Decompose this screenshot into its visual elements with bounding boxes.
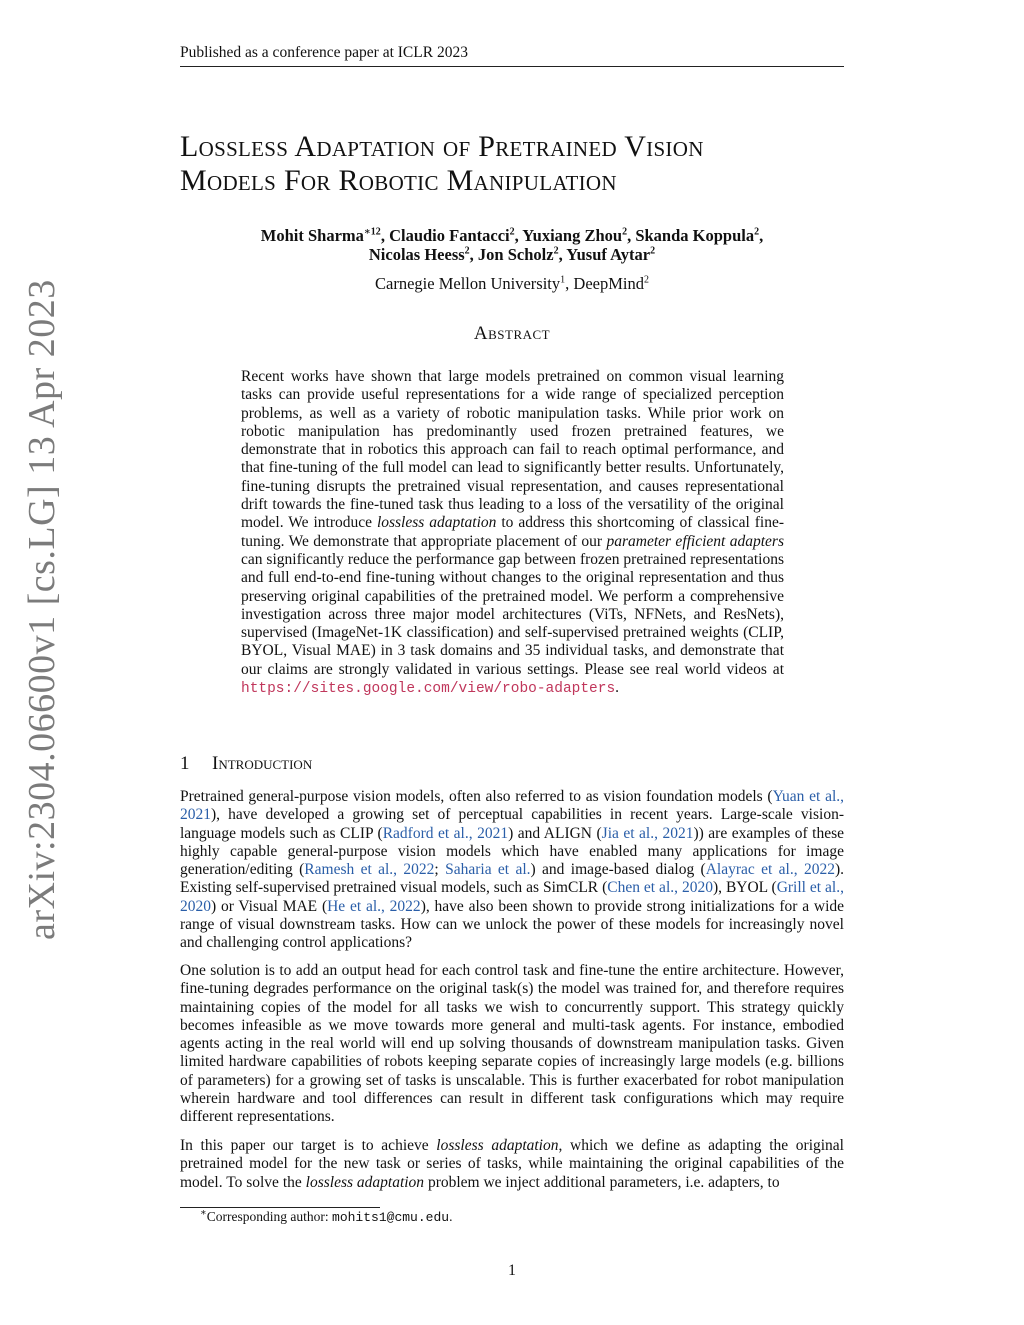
section-title: Introduction xyxy=(212,753,313,774)
author-superscript: ∗12 xyxy=(363,226,381,238)
abstract-heading: Abstract xyxy=(473,323,551,344)
project-url-link[interactable]: https://sites.google.com/view/robo-adapters xyxy=(241,681,616,698)
author-name: Claudio Fantacci xyxy=(389,226,510,245)
citation-link[interactable]: Radford et al., 2021 xyxy=(382,824,509,842)
section-heading xyxy=(180,753,312,775)
author-name: Jon Scholz xyxy=(477,245,554,264)
paper-title xyxy=(180,130,844,198)
title-line-1: Lossless Adaptation of Pretrained Vision xyxy=(180,130,704,163)
citation-link[interactable]: Alayrac et al., 2022 xyxy=(705,861,835,879)
intro-paragraph-1: Pretrained general-purpose vision models, often also referred to as vision foundation models (Yuan et al., 2021), have developed a growing set of perceptual capabilities in recent years. Large-scale vision-language models such as CLIP (Radford et al., 2021) and ALIGN (Jia et al., 2021)) are examples of these highly capable general-purpose vision models which have enabled many applications for image generation/editing (Ramesh et al., 2022; Saharia et al.) and image-based dialog (Alayrac et al., 2022). Existing self-supervised pretrained visual models, such as SimCLR (Chen et al., 2020), BYOL (Grill et al., 2020) or Visual MAE (He et al., 2022), have also been shown to provide strong initializations for a wide range of visual downstream tasks. How can we unlock the power of these models for increasingly novel and challenging control applications? xyxy=(180,788,845,952)
citation-link[interactable]: Grill et al., 2020 xyxy=(180,879,844,915)
arxiv-identifier[interactable]: arXiv:2304.06600v1 [cs.LG] 13 Apr 2023 xyxy=(21,279,63,940)
citation-link[interactable]: Saharia et al. xyxy=(445,861,531,879)
footnote-rule xyxy=(180,1207,380,1208)
section-number: 1 xyxy=(180,753,190,774)
author-name: Nicolas Heess xyxy=(368,245,465,264)
citation-link[interactable]: Ramesh et al., 2022 xyxy=(304,861,435,879)
citation-link[interactable]: Chen et al., 2020 xyxy=(607,879,713,897)
author-name: Yuxiang Zhou xyxy=(522,226,623,245)
title-line-2: Models For Robotic Manipulation xyxy=(180,164,617,197)
author-name: Yusuf Aytar xyxy=(566,245,651,264)
intro-paragraph-2: One solution is to add an output head for each control task and fine-tune the entire architecture. However, fine-tuning degrades performance on the original task(s) the model was trained for, and therefore requires maintaining copies of the model for all tasks we wish to concurrently support. This strategy quickly becomes infeasible as we move towards more general and multi-task agents. For instance, embodied agents acting in the real world will end up solving thousands of downstream manipulation tasks. Given limited hardware capabilities of robots keeping separate copies of increasingly large models (e.g. billions of parameters) for a growing set of tasks is unscalable. This is further exacerbated for robot manipulation wherein hardware and tool differences can result in different task configurations which may require different representations. xyxy=(180,962,844,1126)
running-header: Published as a conference paper at ICLR 2023 xyxy=(180,44,844,67)
email-link[interactable]: mohits1@cmu.edu xyxy=(332,1210,450,1225)
intro-paragraph-3: In this paper our target is to achieve lossless adaptation, which we define as adapting the original pretrained model for the new task or series of tasks, while maintaining the original capabilities of the model. To solve the lossless adaptation problem we inject additional parameters, i.e. adapters, to xyxy=(180,1137,844,1191)
citation-link[interactable]: Jia et al., 2021 xyxy=(601,824,694,842)
author-list: Mohit Sharma$^{∗12}$, Claudio Fantacci$^2$, Yuxiang Zhou$^2$, Skanda Koppula$^2$, Nicolas Heess$^2$, Jon Scholz$^2$, Yusuf Aytar$^2$ xyxy=(260,226,764,264)
author-name: Mohit Sharma xyxy=(260,226,364,245)
citation-link[interactable]: He et al., 2022 xyxy=(327,897,421,915)
page-number: 1 xyxy=(508,1262,516,1279)
author-name: Skanda Koppula xyxy=(635,226,755,245)
affiliations: Carnegie Mellon University$^1$, DeepMind$^2$ xyxy=(375,274,649,293)
footnote: ∗Corresponding author: mohits1@cmu.edu. xyxy=(200,1207,453,1225)
citation-link[interactable]: Yuan et al., 2021 xyxy=(180,788,845,824)
abstract-body: Recent works have shown that large models pretrained on common visual learning tasks can provide useful representations for a wide range of specialized perception problems, as well as a variety of robotic manipulation tasks. While prior work on robotic manipulation has predominantly used frozen pretrained features, we demonstrate that in robotics this approach can fail to reach optimal performance, and that fine-tuning of the full model can lead to significantly better results. Unfortunately, fine-tuning disrupts the pretrained visual representation, and causes representational drift towards the fine-tuned task thus leading to a loss of the versatility of the original model. We introduce lossless adaptation to address this shortcoming of classical fine-tuning. We demonstrate that appropriate placement of our parameter efficient adapters can significantly reduce the performance gap between frozen pretrained representations and full end-to-end fine-tuning without changes to the original representation and thus preserving original capabilities of the pretrained model. We perform a comprehensive investigation across three major model architectures (ViTs, NFNets, and ResNets), supervised (ImageNet-1K classification) and self-supervised pretrained weights (CLIP, BYOL, Visual MAE) in 3 task domains and 35 individual tasks, and demonstrate that our claims are strongly validated in various settings. Please see real world videos at https://sites.google.com/view/robo-adapters. xyxy=(241,368,785,698)
